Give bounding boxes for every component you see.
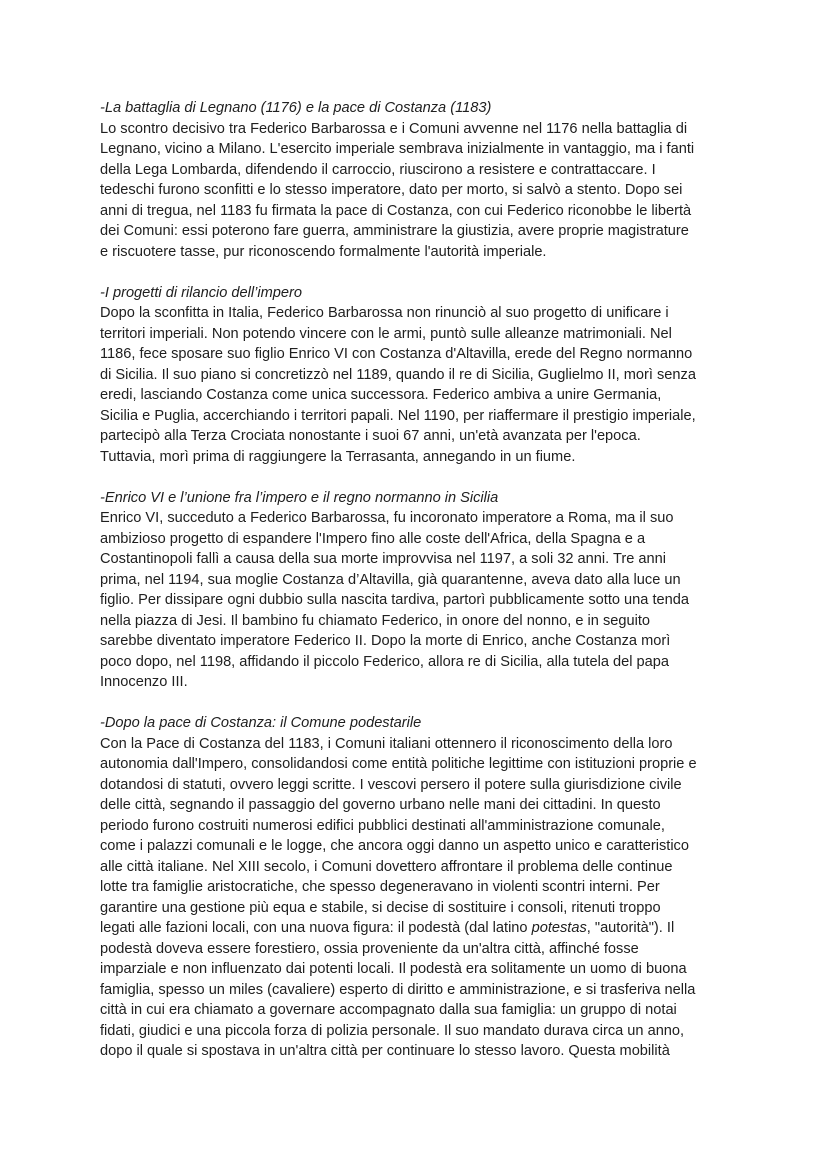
paragraph-line: territori imperiali. Non potendo vincere con le armi, puntò sulle alleanze matrimoniali. Nel bbox=[100, 325, 672, 342]
paragraph-line: Enrico VI, succeduto a Federico Barbarossa, fu incoronato imperatore a Roma, ma il suo bbox=[100, 510, 674, 526]
paragraph-line: eredi, lasciando Costanza come unica successora. Federico ambiva a unire Germania, bbox=[100, 387, 662, 403]
paragraph-line: tedeschi furono sconfitti e lo stesso imperatore, dato per morto, si salvò a stento. Dopo sei bbox=[100, 182, 683, 198]
line-segment: , "autorità"). Il bbox=[586, 920, 675, 936]
paragraph-line: Lo scontro decisivo tra Federico Barbarossa e i Comuni avvenne nel 1176 nella battaglia di bbox=[100, 120, 688, 137]
document-body bbox=[100, 98, 740, 1082]
paragraph-line: garantire una gestione più equa e stabile, si decise di sostituire i consoli, ritenuti troppo bbox=[100, 899, 661, 916]
paragraph-line: Innocenzo III. bbox=[100, 674, 188, 690]
paragraph-line: alle città italiane. Nel XIII secolo, i Comuni dovettero affrontare il problema delle continue bbox=[100, 858, 673, 875]
paragraph-line: Tuttavia, morì prima di raggiungere la Terrasanta, annegando in un fiume. bbox=[100, 448, 576, 465]
paragraph-line: lotte tra famiglie aristocratiche, che spesso degeneravano in violenti scontri interni. Per bbox=[100, 879, 660, 895]
line-segment: legati alle fazioni locali, con una nuova figura: il podestà (dal latino bbox=[100, 920, 532, 936]
paragraph-line: delle città, segnando il passaggio del governo urbano nelle mani dei cittadini. In questo bbox=[100, 797, 661, 813]
document-section bbox=[100, 488, 740, 693]
paragraph-line: poco dopo, nel 1198, affidando il piccolo Federico, allora re di Sicilia, alla tutela del papa bbox=[100, 653, 669, 670]
paragraph-line bbox=[100, 918, 740, 939]
paragraph-line: figlio. Per dissipare ogni dubbio sulla nascita tardiva, partorì pubblicamente sotto una tenda bbox=[100, 592, 689, 608]
paragraph-line: prima, nel 1194, sua moglie Costanza d’Altavilla, già quarantenne, aveva dato alla luce un bbox=[100, 571, 681, 588]
document-section bbox=[100, 713, 740, 1062]
paragraph-line: della Lega Lombarda, difendendo il carroccio, riuscirono a resistere e contrattaccare. I bbox=[100, 161, 656, 178]
section-heading: -La battaglia di Legnano (1176) e la pace di Costanza (1183) bbox=[100, 100, 492, 116]
paragraph-line: come i palazzi comunali e le logge, che ancora oggi danno un aspetto unico e caratteristico bbox=[100, 838, 689, 854]
paragraph-line: ambizioso progetto di espandere l'Impero fino alle coste dell'Africa, della Spagna e a bbox=[100, 530, 646, 547]
paragraph-line: imparziale e non influenzato dai potenti locali. Il podestà era solitamente un uomo di buona bbox=[100, 961, 687, 977]
paragraph-line: fidati, giudici e una piccola forza di polizia personale. Il suo mandato durava circa un anno, bbox=[100, 1022, 685, 1039]
section-heading: -I progetti di rilancio dell’impero bbox=[100, 284, 302, 301]
paragraph-line: dei Comuni: essi poterono fare guerra, amministrare la giustizia, avere proprie magistrature bbox=[100, 223, 689, 239]
document-section bbox=[100, 283, 740, 468]
paragraph-line: e riscuotere tasse, pur riconoscendo formalmente l'autorità imperiale. bbox=[100, 243, 547, 260]
paragraph-line: podestà doveva essere forestiero, ossia proveniente da un'altra città, affinché fosse bbox=[100, 940, 639, 957]
italic-term: potestas bbox=[531, 920, 587, 936]
paragraph-line: Dopo la sconfitta in Italia, Federico Barbarossa non rinunciò al suo progetto di unificare i bbox=[100, 305, 669, 321]
paragraph-line: 1186, fece sposare suo figlio Enrico VI con Costanza d'Altavilla, erede del Regno normanno bbox=[100, 346, 693, 362]
paragraph-line: di Sicilia. Il suo piano si concretizzò nel 1189, quando il re di Sicilia, Guglielmo II, morì senza bbox=[100, 366, 696, 383]
paragraph-line: Sicilia e Puglia, accerchiando i territori papali. Nel 1190, per riaffermare il prestigio imperiale, bbox=[100, 407, 696, 424]
paragraph-line: dotandosi di statuti, ovvero leggi scritte. I vescovi persero il potere sulla giurisdizione civile bbox=[100, 776, 682, 793]
paragraph-line: dopo il quale si spostava in un'altra città per continuare lo stesso lavoro. Questa mobilità bbox=[100, 1043, 670, 1059]
section-heading: -Dopo la pace di Costanza: il Comune podestarile bbox=[100, 715, 422, 731]
paragraph-line: autonomia dall'Impero, consolidandosi come entità politiche legittime con istituzioni proprie e bbox=[100, 756, 697, 772]
document-section bbox=[100, 98, 740, 262]
paragraph-line: periodo furono costruiti numerosi edifici pubblici destinati all'amministrazione comunale, bbox=[100, 817, 665, 834]
section-heading: -Enrico VI e l’unione fra l’impero e il regno normanno in Sicilia bbox=[100, 489, 499, 506]
paragraph-line: famiglia, spesso un miles (cavaliere) esperto di diritto e amministrazione, e si trasferiva nella bbox=[100, 981, 696, 998]
paragraph-line: nella piazza di Jesi. Il bambino fu chiamato Federico, in onore del nonno, e in seguito bbox=[100, 612, 651, 629]
paragraph-line: Costantinopoli fallì a causa della sua morte improvvisa nel 1197, a soli 32 anni. Tre anni bbox=[100, 551, 666, 567]
paragraph-line: anni di tregua, nel 1183 fu firmata la pace di Costanza, con cui Federico riconobbe le libertà bbox=[100, 202, 692, 219]
paragraph-line: sarebbe diventato imperatore Federico II. Dopo la morte di Enrico, anche Costanza morì bbox=[100, 633, 671, 649]
paragraph-line: Legnano, vicino a Milano. L'esercito imperiale sembrava inizialmente in vantaggio, ma i fanti bbox=[100, 141, 695, 157]
paragraph-line: partecipò alla Terza Crociata nonostante i suoi 67 anni, un'età avanzata per l'epoca. bbox=[100, 428, 641, 444]
paragraph-line: Con la Pace di Costanza del 1183, i Comuni italiani ottennero il riconoscimento della loro bbox=[100, 735, 673, 752]
paragraph-line: città in cui era chiamato a governare accompagnato dalla sua famiglia: un gruppo di notai bbox=[100, 1002, 677, 1018]
